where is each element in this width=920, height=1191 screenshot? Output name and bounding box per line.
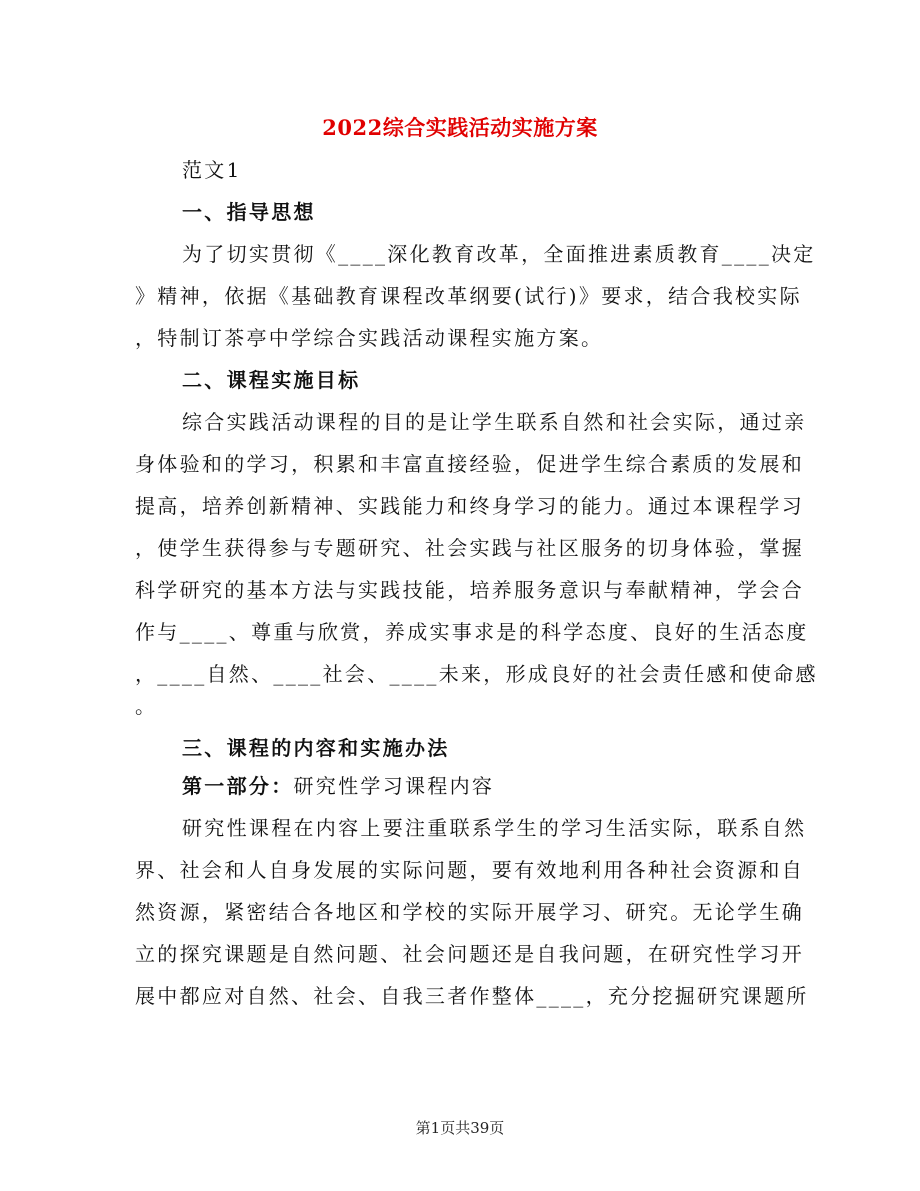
part-heading (182, 772, 832, 800)
sample-label: 范文1 (182, 158, 242, 182)
paragraph-line: 。 (135, 694, 158, 718)
paragraph-line: ，____自然、____社会、____未来，形成良好的社会责任感和使命感 (135, 662, 818, 686)
paragraph-line: 作与____、尊重与欣赏，养成实事求是的科学态度、良好的生活态度 (135, 620, 809, 644)
paragraph-line: ，使学生获得参与专题研究、社会实践与社区服务的切身体验，掌握 (135, 536, 804, 560)
paragraph-line: 综合实践活动课程的目的是让学生联系自然和社会实际，通过亲 (182, 410, 807, 434)
paragraph-line: ，特制订茶亭中学综合实践活动课程实施方案。 (135, 326, 604, 350)
paragraph-line: 研究性课程在内容上要注重联系学生的学习生活实际，联系自然 (182, 816, 807, 840)
paragraph-line: 科学研究的基本方法与实践技能，培养服务意识与奉献精神，学会合 (135, 578, 804, 602)
document-title: 2022综合实践活动实施方案 (322, 115, 598, 140)
section-3-heading: 三、课程的内容和实施办法 (182, 736, 450, 760)
paragraph-line: 为了切实贯彻《____深化教育改革，全面推进素质教育____决定 (182, 242, 816, 266)
part-title: 研究性学习课程内容 (293, 774, 495, 798)
part-label: 第一部分： (182, 774, 294, 798)
section-2-heading: 二、课程实施目标 (182, 368, 361, 392)
section-1-heading: 一、指导思想 (182, 200, 316, 224)
paragraph-line: 立的探究课题是自然问题、社会问题还是自我问题，在研究性学习开 (135, 942, 804, 966)
paragraph-line: 展中都应对自然、社会、自我三者作整体____，充分挖掘研究课题所 (135, 984, 809, 1008)
paragraph-line: 界、社会和人自身发展的实际问题，要有效地利用各种社会资源和自 (135, 858, 804, 882)
paragraph-line: 》精神，依据《基础教育课程改革纲要(试行)》要求，结合我校实际 (135, 284, 802, 308)
paragraph-line: 提高，培养创新精神、实践能力和终身学习的能力。通过本课程学习 (135, 494, 804, 518)
paragraph-line: 身体验和的学习，积累和丰富直接经验，促进学生综合素质的发展和 (135, 452, 804, 476)
page-number-footer: 第1页共39页 (415, 1119, 505, 1137)
paragraph-line: 然资源，紧密结合各地区和学校的实际开展学习、研究。无论学生确 (135, 900, 804, 924)
